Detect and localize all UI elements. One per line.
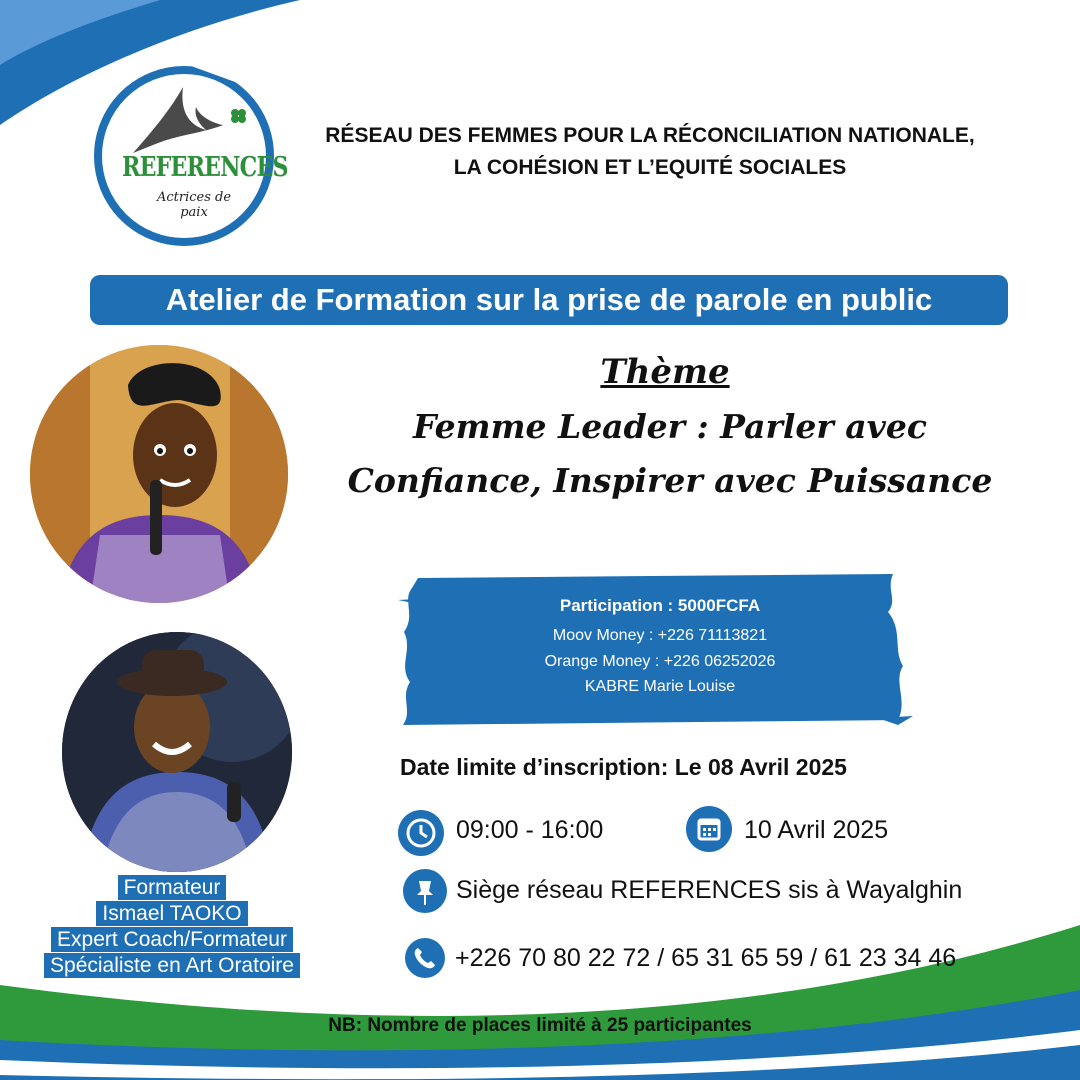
trainer-title <box>34 927 310 952</box>
places-limit-note: NB: Nombre de places limité à 25 participantes <box>328 1015 752 1036</box>
event-date: 10 Avril 2025 <box>744 816 889 844</box>
organization-name-line2: LA COHÉSION ET L’EQUITÉ SOCIALES <box>453 156 847 179</box>
event-title-banner: Atelier de Formation sur la prise de parole en public <box>90 275 1008 325</box>
theme-line2: Confiance, Inspirer avec Puissance <box>347 461 993 500</box>
contact-phones: +226 70 80 22 72 / 65 31 65 59 / 61 23 34 46 <box>455 944 957 972</box>
speaker-illustration <box>30 345 288 603</box>
clock-icon <box>398 810 444 856</box>
woman-speaker-image <box>30 345 288 603</box>
registration-deadline: Date limite d’inscription: Le 08 Avril 2025 <box>400 754 847 780</box>
calendar-icon <box>686 806 732 852</box>
trainer-title-text: Expert Coach/Formateur <box>51 927 293 952</box>
event-location: Siège réseau REFERENCES sis à Wayalghin <box>456 876 963 904</box>
event-time: 09:00 - 16:00 <box>456 816 604 844</box>
logo-tagline: Actrices de paix <box>156 190 232 220</box>
bird-icon <box>128 85 238 155</box>
payment-brush-background <box>398 570 913 730</box>
trainer-role <box>34 875 310 900</box>
trainer-specialty <box>34 953 310 978</box>
phone-icon <box>405 938 445 978</box>
theme-line1: Femme Leader : Parler avec <box>413 407 927 446</box>
payment-recipient: KABRE Marie Louise <box>584 678 736 695</box>
pin-icon <box>403 869 447 913</box>
payment-orange: Orange Money : +226 06252026 <box>544 653 776 670</box>
logo <box>88 60 288 250</box>
payment-amount: Participation : 5000FCFA <box>559 596 761 615</box>
organization-name-line1: RÉSEAU DES FEMMES POUR LA RÉCONCILIATION NATIONALE, <box>325 124 975 147</box>
trainer-role-text: Formateur <box>118 875 227 900</box>
trainer-photo <box>62 632 292 872</box>
trainer-name <box>34 901 310 926</box>
trainer-name-text: Ismael TAOKO <box>96 901 247 926</box>
organization-name <box>290 120 1010 184</box>
clover-icon <box>230 107 248 125</box>
payment-moov: Moov Money : +226 71113821 <box>552 627 768 644</box>
logo-name: REFERENCES <box>122 152 288 183</box>
trainer-specialty-text: Spécialiste en Art Oratoire <box>44 953 300 978</box>
trainer-portrait-image <box>62 632 292 872</box>
theme-label: Thème <box>600 352 730 392</box>
